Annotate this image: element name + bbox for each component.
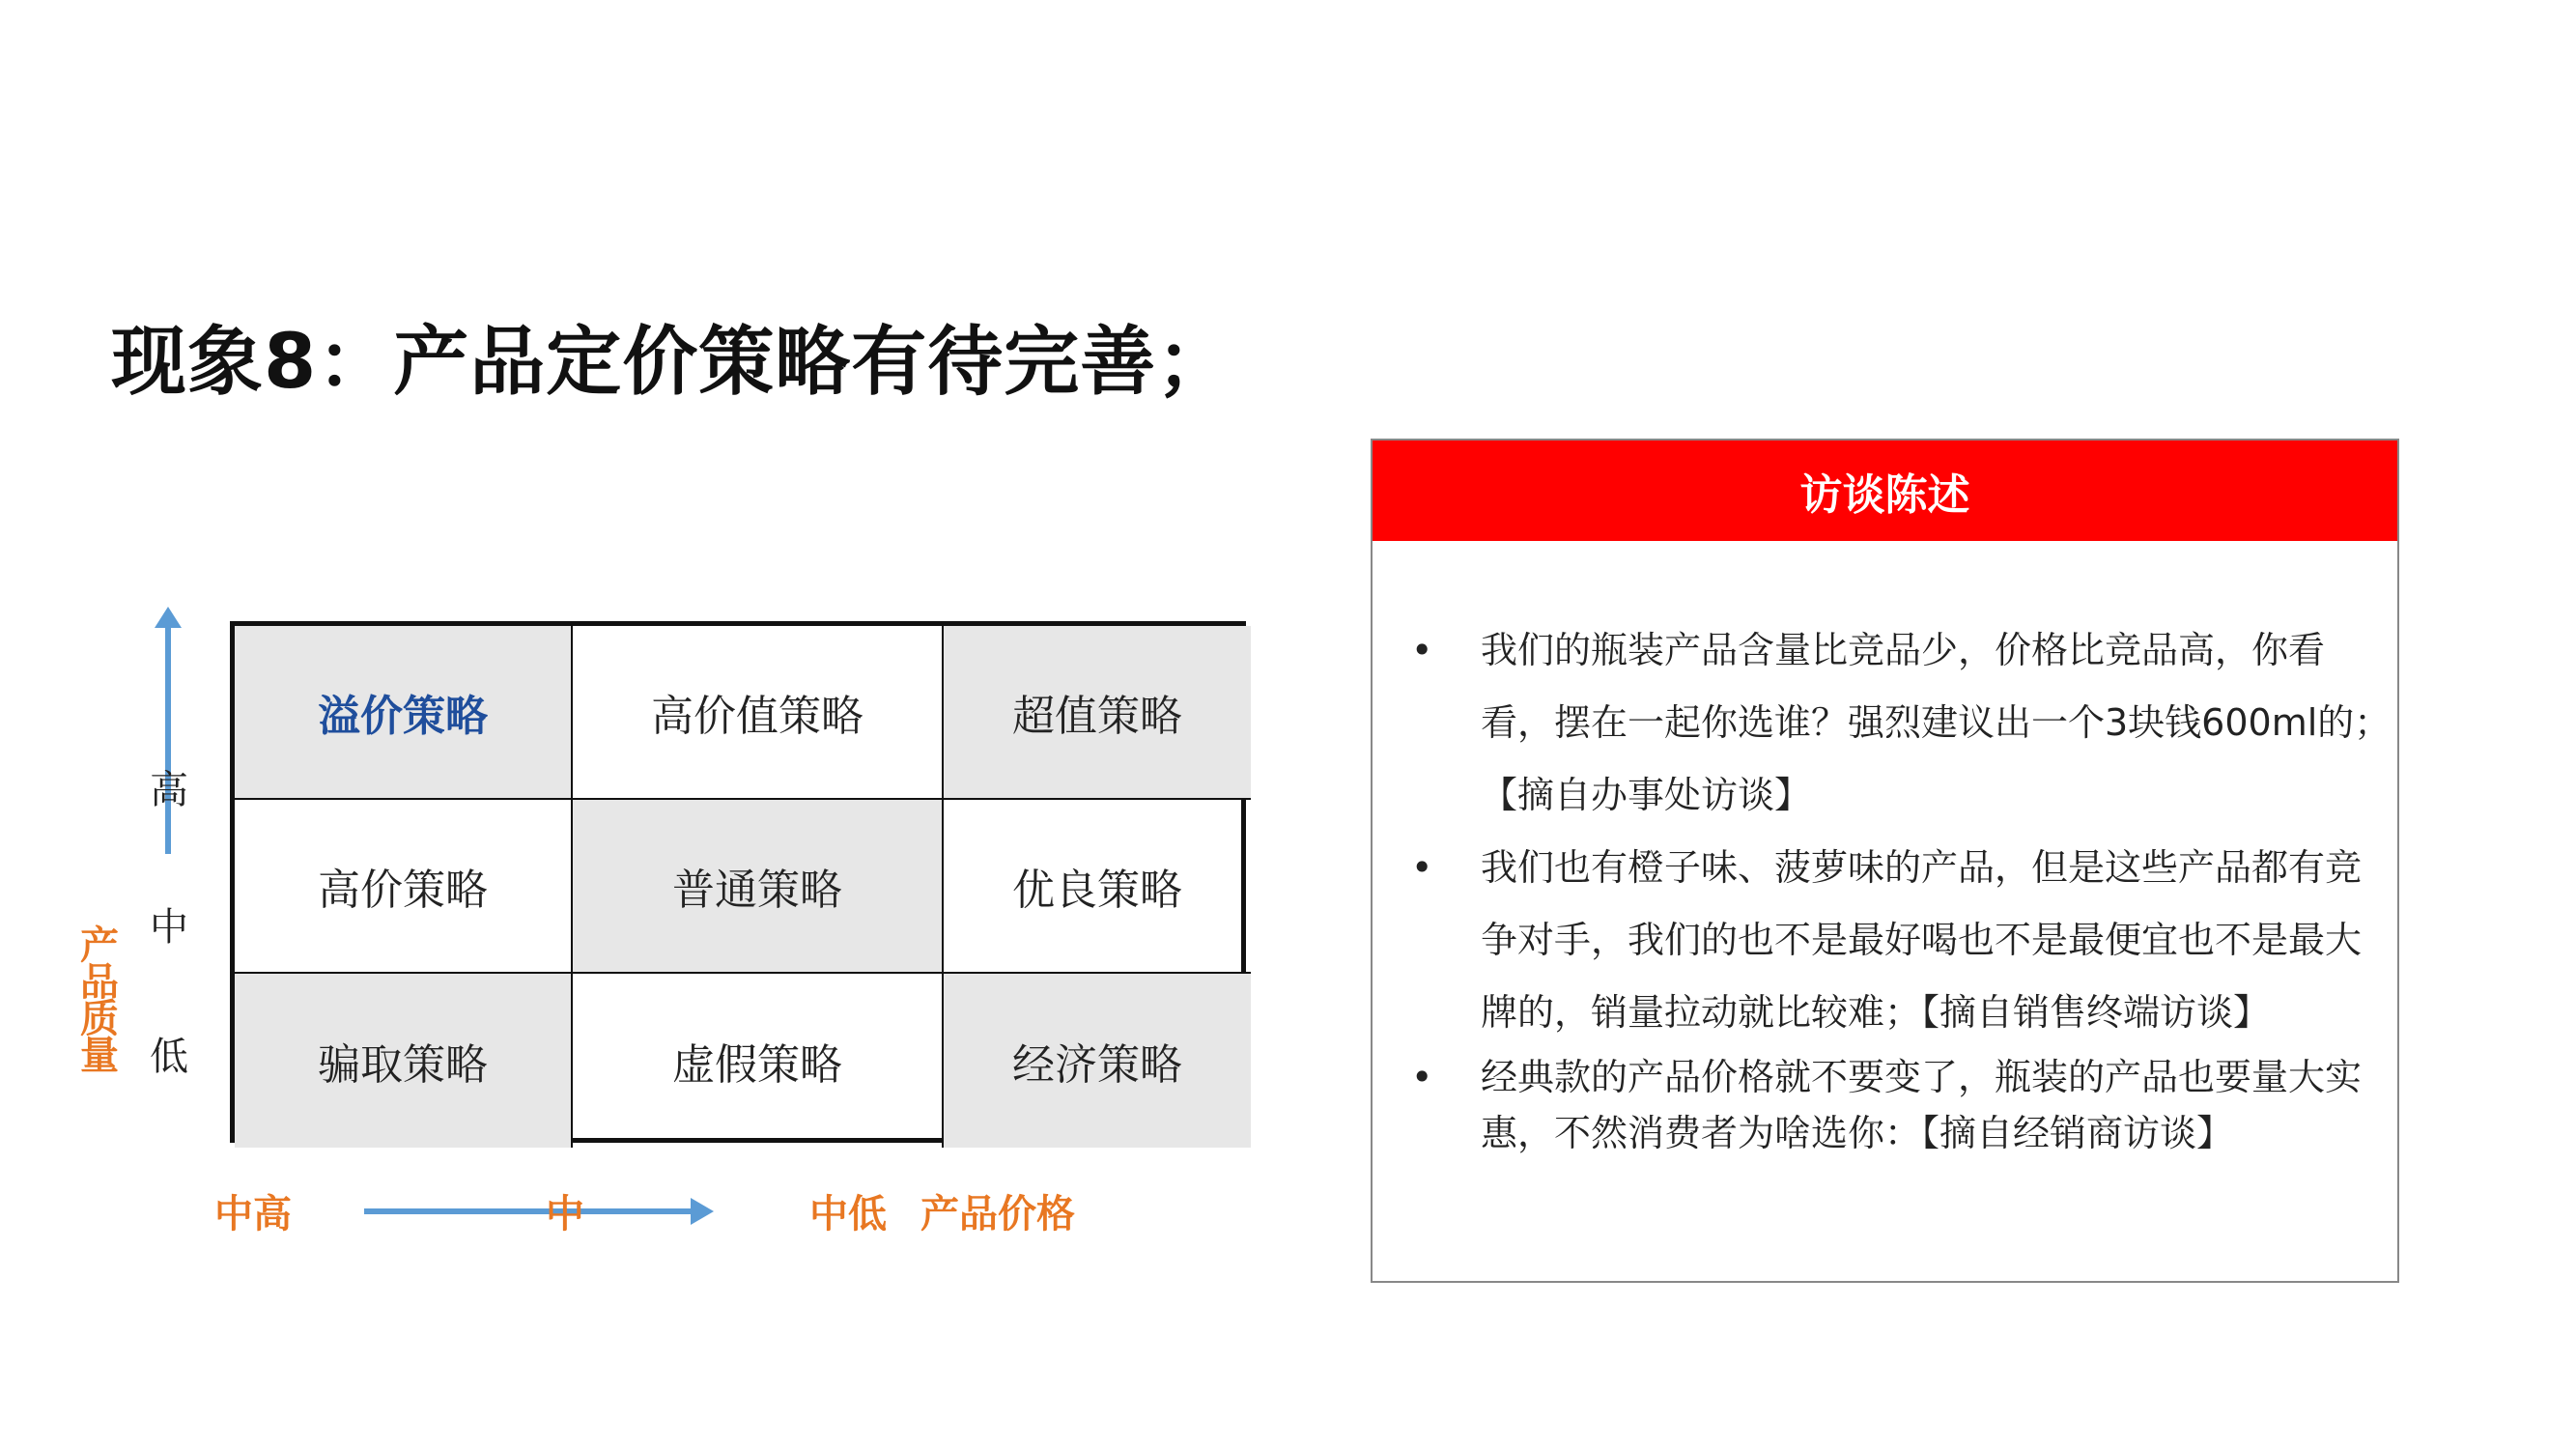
pricing-strategy-matrix xyxy=(230,621,1246,1143)
right-arrow-icon xyxy=(691,1198,714,1225)
list-item xyxy=(1392,832,2392,1049)
matrix-cell: 高价策略 xyxy=(235,800,573,974)
price-axis-label: 产品价格 xyxy=(920,1192,1075,1236)
matrix-cell: 超值策略 xyxy=(944,626,1251,800)
matrix-cell: 虚假策略 xyxy=(573,974,944,1148)
price-level-low: 中低 xyxy=(809,1192,887,1236)
bullet-icon: • xyxy=(1411,846,1433,889)
interview-list xyxy=(1392,614,2392,1161)
quality-label-char: 质 xyxy=(80,997,119,1041)
list-item-text: 我们也有橙子味、菠萝味的产品，但是这些产品都有竞争对手，我们的也不是最好喝也不是最便宜也不是最大牌的，销量拉动就比较难；【摘自销售终端访谈】 xyxy=(1481,846,2363,1034)
bullet-icon: • xyxy=(1411,1056,1433,1098)
matrix-cell: 溢价策略 xyxy=(235,626,573,800)
list-item-text: 我们的瓶装产品含量比竞品少，价格比竞品高，你看看，摆在一起你选谁？强烈建议出一个3块钱600ml的；【摘自办事处访谈】 xyxy=(1481,629,2392,816)
list-item xyxy=(1392,614,2392,832)
list-item xyxy=(1392,1049,2392,1161)
panel-header: 访谈陈述 xyxy=(1373,440,2397,541)
price-axis-line xyxy=(364,1208,693,1214)
price-level-mid: 中 xyxy=(546,1192,584,1236)
matrix-cell: 高价值策略 xyxy=(573,626,944,800)
matrix-cell: 经济策略 xyxy=(944,974,1251,1148)
matrix-cell: 普通策略 xyxy=(573,800,944,974)
price-level-high: 中高 xyxy=(214,1192,292,1236)
page-title: 现象8：产品定价策略有待完善； xyxy=(111,319,1233,406)
quality-level-low: 低 xyxy=(150,1035,188,1079)
quality-axis-line xyxy=(165,612,171,854)
list-item-text: 经典款的产品价格就不要变了，瓶装的产品也要量大实惠，不然消费者为啥选你：【摘自经销商访谈】 xyxy=(1481,1056,2363,1154)
matrix-cell: 骗取策略 xyxy=(235,974,573,1148)
matrix-cell: 优良策略 xyxy=(944,800,1251,974)
quality-label-char: 量 xyxy=(80,1034,119,1078)
quality-level-mid: 中 xyxy=(150,905,188,950)
quality-label-char: 产 xyxy=(80,923,119,968)
quality-label-char: 品 xyxy=(80,960,119,1005)
quality-axis-label xyxy=(75,923,124,1078)
bullet-icon: • xyxy=(1411,629,1433,671)
interview-panel xyxy=(1371,439,2399,1283)
quality-level-high: 高 xyxy=(150,768,188,812)
